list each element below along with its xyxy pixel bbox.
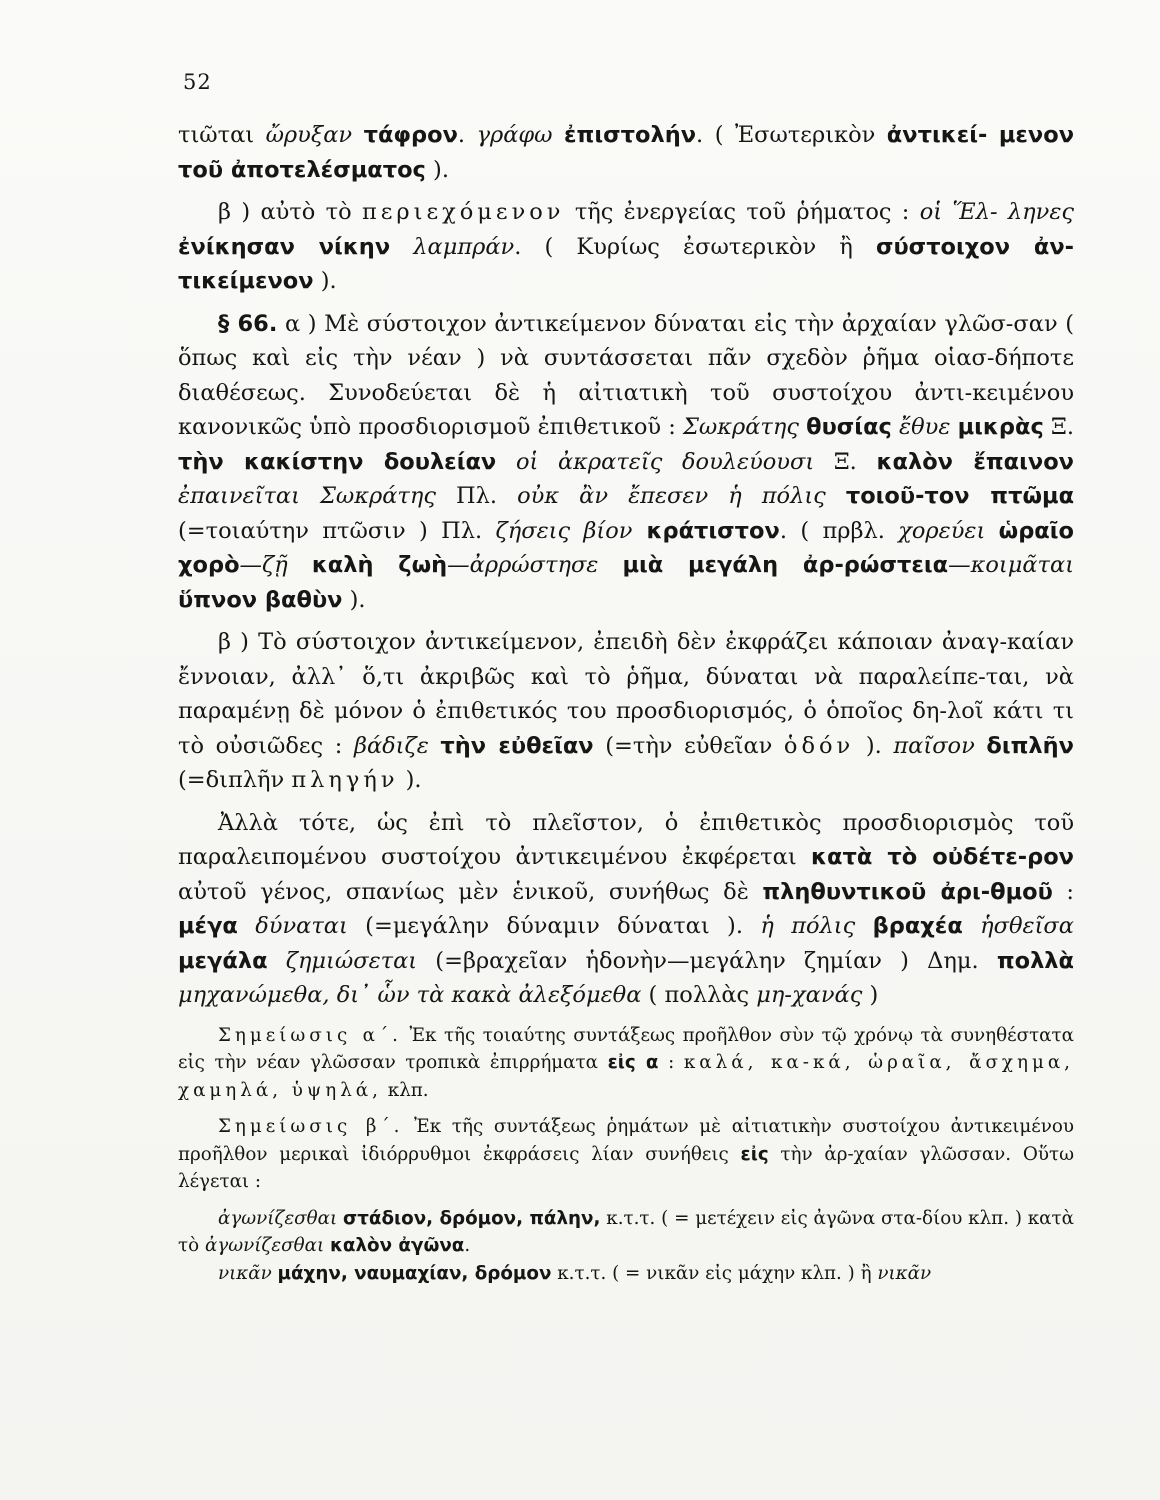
example-text: ἀγωνίζεσθαι (218, 1207, 343, 1229)
text-run: ). (313, 268, 337, 294)
emphasis-term: θυσίας (806, 414, 892, 440)
note-example-2 (178, 1260, 1074, 1288)
notes (178, 1022, 1074, 1288)
example-text: Σωκράτης (682, 414, 807, 440)
text-block (178, 118, 1074, 1287)
example-text: οἱ Ἕλ- (919, 199, 998, 225)
text-run: : (658, 1052, 684, 1073)
paragraph-section-66 (178, 307, 1074, 618)
paragraph-beta-2 (178, 625, 1074, 798)
emphasis-term: μενον τοῦ ἀποτελέσματος (178, 122, 1075, 183)
text-run: β ) Τὸ σύστοιχον ἀντικείμενον, ἐπειδὴ δὲν ἐκφράζει κάποιαν ἀναγ-καίαν ἔννοιαν, ἀλλ᾽ ὅ,τι ἀκριβῶς καὶ τὸ ῥῆμα, δύναται νὰ παραλείπε-ται, νὰ παραμένῃ δὲ μόνον ὁ ἐπιθετικός του προσδιορισμός, ὁ ὁποῖος δη-λοῖ κάτι τι τὸ οὐσιῶδες : (178, 629, 1074, 759)
note-example-1 (178, 1205, 1074, 1260)
emphasis-term: σύστοιχον ἀν- (875, 233, 1074, 260)
emphasis-term: κατὰ τὸ οὐδέτε-ρον (811, 844, 1074, 870)
text-run: κ.τ.τ. ( = νικᾶν εἰς μάχην κλπ. ) ἢ (551, 1262, 878, 1284)
spaced-term: καλά, κα-κά, ὡραῖα, ἄσχημα, χαμηλά, ὑψηλά, (178, 1052, 1074, 1101)
emphasis-term: κράτιστον (632, 517, 780, 544)
emphasis-term: καλὸν ἀγῶνα (329, 1235, 465, 1256)
example-text: ὤρυξαν (265, 122, 364, 148)
note-alpha (178, 1022, 1074, 1105)
emphasis-term: ὕπνον βαθὺν (178, 586, 343, 613)
text-run: (=τοιαύτην πτῶσιν ) Πλ. (178, 517, 496, 544)
example-text: ληνες (1007, 199, 1074, 225)
paragraph-continuation (178, 118, 1074, 187)
text-run: ). (854, 732, 894, 759)
emphasis-term: διπλῆν (986, 732, 1074, 759)
text-run: τὴν ἀρ-χαίαν γλῶσσαν. Οὕτω λέγεται : (178, 1143, 1074, 1192)
example-text: ἐπαινεῖται Σωκράτης (178, 483, 436, 509)
example-text: χορεύει (898, 517, 999, 544)
emphasis-term: καλὸν ἔπαινον (876, 448, 1074, 475)
citation: Ξ. (814, 448, 877, 475)
main-text (178, 118, 1074, 1013)
text-run: ) (862, 982, 879, 1008)
paragraph-alla (178, 806, 1074, 1013)
emphasis-term: τικείμενον (178, 268, 314, 294)
text-run: τῆς ἐνεργείας τοῦ ῥήματος : (564, 199, 920, 225)
example-text: νικᾶν (218, 1262, 278, 1284)
emphasis-term: ἐπιστολήν (564, 122, 697, 148)
example-text: μηχανώμεθα, δι᾽ ὧν τὰ κακὰ ἀλεξόμεθα (178, 982, 642, 1008)
text-run: . ( πρβλ. (779, 517, 899, 544)
text-run: κ.τ.τ. ( = μετέχειν εἰς ἀγῶνα στα-δίου κλπ. ) κατὰ τὸ (178, 1207, 1074, 1256)
emphasis-term: εἰς (740, 1143, 769, 1165)
text-run: κλπ. (381, 1079, 429, 1101)
text-run: (=βραχεῖαν ἡδονὴν—μεγάλην ζημίαν ) Δημ. (417, 947, 997, 974)
spaced-term: ὁδόν (783, 732, 855, 759)
text-run: α ) Μὲ σύστοιχον ἀντικείμενον δύναται εἰς τὴν ἀρχαίαν γλῶσ-σαν ( ὅπως καὶ εἰς τὴν νέαν ) νὰ συντάσσεται πᾶν σχεδὸν ῥῆμα οἱασ-δήποτε διαθέσεως. Συνοδεύεται δὲ ἡ αἰτιατικὴ τοῦ συστοίχου ἀντι-κειμένου κανονικῶς ὑπὸ προσδιορισμοῦ ἐπιθετικοῦ : (178, 310, 1074, 440)
text-run: : (1052, 878, 1074, 905)
text-run: ). (398, 767, 422, 793)
example-text: ζημιώσεται (267, 947, 418, 974)
emphasis-term: ἀντικεί- (886, 122, 988, 148)
example-text: ἡσθεῖσα (962, 913, 1074, 939)
citation: Ξ. (1043, 414, 1074, 440)
text-run: . ( Ἐσωτερικὸν (696, 122, 887, 148)
emphasis-term: πληθυντικοῦ ἀρι-θμοῦ (762, 878, 1053, 905)
text-run: Ἐκ τῆς τοιαύτης συντάξεως προῆλθον σὺν τῷ χρόνῳ τὰ συνηθέστατα εἰς τὴν νέαν γλῶσσαν τροπικὰ ἐπιρρήματα (178, 1024, 1074, 1073)
spaced-term: πληγήν (291, 767, 399, 793)
emphasis-term: καλὴ ζωὴ (311, 552, 448, 578)
emphasis-term: μάχην, ναυμαχίαν, δρόμον (277, 1262, 552, 1284)
text-run: . ( Κυρίως ἐσωτερικὸν ἢ (514, 233, 876, 260)
text-run: Ἀλλὰ τότε, ὡς ἐπὶ τὸ πλεῖστον, ὁ ἐπιθετικὸς προσδιορισμὸς τοῦ παραλειπομένου συστοίχου ἀντικειμένου ἐκφέρεται (178, 809, 1074, 870)
emphasis-term: πολλὰ (996, 947, 1075, 974)
example-text: ἡ πόλις (760, 913, 873, 939)
example-text: δύναται (237, 913, 348, 939)
emphasis-term: ἐνίκησαν νίκην (178, 233, 391, 260)
text-run: . (464, 1235, 471, 1256)
text-run: ). (342, 586, 366, 613)
emphasis-term: εἰς α (607, 1052, 659, 1073)
example-text: οὐκ ἂν ἔπεσεν ἡ πόλις (517, 483, 846, 509)
emphasis-term: μικρὰς (957, 414, 1044, 440)
text-run: Ἐκ τῆς συντάξεως ῥημάτων μὲ αἰτιατικὴν συστοίχου ἀντικειμένου προῆλθον μερικαὶ ἰδιόρρυθμοι ἐκφράσεις λίαν συνήθεις (178, 1116, 1074, 1165)
example-text: ἔθυε (891, 414, 958, 440)
example-text: μη-χανάς (756, 982, 863, 1008)
note-beta (178, 1113, 1074, 1196)
section-number: § 66. (218, 310, 278, 337)
text-run: ( πολλὰς (641, 982, 757, 1008)
example-text: γράφω (476, 122, 565, 148)
example-text: —ἀρρώστησε (447, 552, 623, 578)
example-text: νικᾶν (877, 1262, 932, 1284)
example-text: —ζῇ (239, 552, 312, 578)
emphasis-term: τὴν εὐθεῖαν (440, 732, 594, 759)
emphasis-term: τοιοῦ-τον πτῶμα (845, 483, 1075, 509)
emphasis-term: τάφρον (363, 122, 458, 148)
text-run: ). (425, 156, 449, 183)
example-text: βάδιζε (353, 732, 441, 759)
example-text: —κοιμᾶται (948, 552, 1075, 578)
emphasis-term: τὴν κακίστην δουλείαν (178, 448, 497, 475)
page-number: 52 (183, 70, 212, 94)
emphasis-term: μιὰ μεγάλη ἀρ-ρώστεια (622, 552, 949, 578)
paragraph-beta (178, 195, 1074, 299)
example-text: παῖσον (893, 732, 987, 759)
text-run: (=διπλῆν (178, 767, 292, 793)
note-heading: Σημείωσις α΄. (218, 1024, 402, 1046)
emphasis-term: ὡραῖο χορὸ (178, 517, 1074, 578)
example-text: ἀγωνίζεσθαι (204, 1235, 330, 1256)
emphasis-term: βραχέα (872, 913, 963, 939)
example-text: ζήσεις βίον (495, 517, 633, 544)
text-run: αὐτοῦ γένος, σπανίως μὲν ἑνικοῦ, συνήθως δὲ (178, 878, 763, 905)
emphasis-term: μέγα (178, 913, 238, 939)
text-run: . (457, 122, 477, 148)
citation: Πλ. (435, 483, 518, 509)
spaced-term: περιεχόμενον (361, 199, 565, 225)
text-run: (=τὴν εὐθεῖαν (593, 732, 784, 759)
text-run: (=μεγάλην δύναμιν δύναται ). (347, 913, 761, 939)
emphasis-term: στάδιον, δρόμον, πάλην, (343, 1207, 601, 1229)
example-text: λαμπράν (390, 233, 515, 260)
note-heading: Σημείωσις β΄. (218, 1116, 404, 1137)
text-run: τιῶται (178, 122, 266, 148)
text-run: β ) αὐτὸ τὸ (218, 199, 362, 225)
example-text: οἱ ἀκρατεῖς δουλεύουσι (496, 448, 815, 475)
emphasis-term: μεγάλα (178, 947, 268, 974)
